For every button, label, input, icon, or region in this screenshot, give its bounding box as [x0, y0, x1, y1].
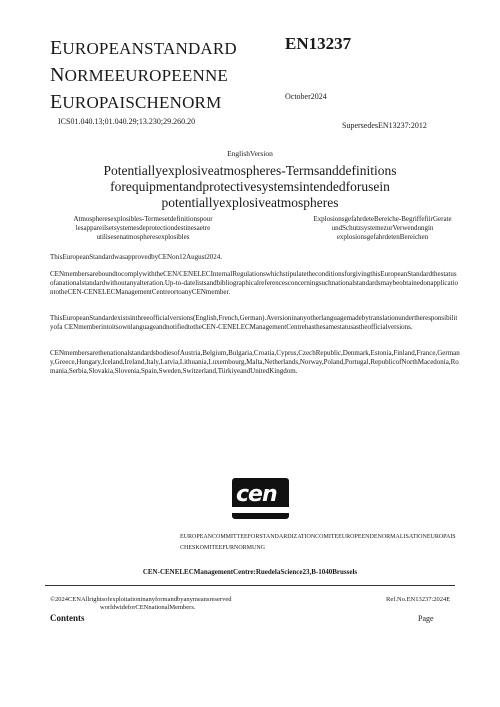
- standard-name-fr: NORMEEUROPEENNE: [50, 64, 229, 86]
- copyright-line: worldwideforCENnationalMembers.: [100, 604, 196, 611]
- title-line: forequipmentandprotectivesystemsintendedforusein: [110, 179, 390, 194]
- divider: [45, 585, 455, 586]
- german-title: [295, 215, 470, 242]
- ics-codes: ICS01.040.13;01.040.29;13.230;29.260.20: [58, 117, 196, 126]
- publication-date: October2024: [285, 92, 327, 101]
- version-label: EnglishVersion: [227, 149, 273, 158]
- german-title-line: undSchutzsystemezurVerwendungin: [331, 224, 434, 232]
- reference-number: Ref.No.EN13237:2024E: [386, 596, 451, 603]
- page-column-label: Page: [418, 614, 434, 623]
- committee-names: [180, 532, 470, 554]
- french-title: [58, 215, 228, 242]
- title-line: potentiallyexplosiveatmospheres: [161, 195, 339, 210]
- standard-names: [50, 35, 237, 116]
- french-title-line: Atmospheresexplosibles-Termesetdefinitionspour: [73, 215, 213, 223]
- copyright-notice: [50, 596, 330, 612]
- french-title-line: utilisesenatmospheresexplosibles: [96, 233, 190, 241]
- members-paragraph: CENmembersarethenationalstandardsbodiesofAustria,Belgium,Bulgaria,Croatia,Cyprus,CzechRepublic,Denmark,Estonia,Finland,France,Germany,Greece,Hungary,Iceland,Ireland,Italy,Latvia,Lithuania,Luxembourg,Malta,Netherlands,Norway,Poland,Portugal,RepublicofNorthMacedonia,Romania,Serbia,Slovakia,Slovenia,Spain,Sweden,Switzerland,TiirkiyeandUnitedKingdom.: [50, 349, 460, 375]
- cen-logo: [232, 478, 289, 519]
- cen-logo-swoosh: [232, 507, 289, 513]
- copyright-line: ©2024CENAllrightsofexploitationinanyformandbyanymeansreserved: [50, 596, 232, 603]
- contents-heading: Contents: [50, 613, 85, 623]
- document-title: [70, 163, 430, 211]
- standard-number: EN13237: [285, 34, 352, 53]
- supersedes-note: SupersedesEN13237:2012: [342, 121, 427, 130]
- german-title-line: explosionsgefahrdetenBereichen: [336, 233, 429, 241]
- cen-logo-text: cen: [236, 482, 277, 507]
- standard-name-en: EUROPEANSTANDARD: [50, 37, 237, 59]
- management-centre-address: CEN-CENELECManagementCentre:RuedelaScience23,B-1040Brussels: [142, 568, 358, 576]
- standard-name-de: EUROPAISCHENORM: [50, 91, 222, 113]
- german-title-line: ExplosionsgefahrdeteBereiche-BegriffefiirGerate: [313, 215, 452, 223]
- committee-line: EUROPEANCOMMITTEEFORSTANDARDIZATIONCOMITEEUROPEENDENORMALISATIONEUROPAIS: [180, 534, 456, 540]
- approval-paragraph: ThisEuropeanStandardwasapprovedbyCENon12August2024.: [50, 253, 223, 261]
- title-line: Potentiallyexplosiveatmospheres-Termsanddefinitions: [103, 163, 397, 178]
- french-title-line: lesappareilsetsystemesdeprotectiondestinesaetre: [75, 224, 211, 232]
- compliance-paragraph: CENmembersareboundtocomplywiththeCEN/CENELECInternalRegulationswhichstipulatetheconditionsforgivingthisEuropeanStandardthestatusofanationalstandardwithoutanyalteration.Up-to-datelistsandbibliographicalreferencesconcerningsuchnationalstandardsmaybeobtainedonapplicationtotheCEN-CENELECManagementCentreortoanyCENmember.: [50, 270, 458, 296]
- versions-paragraph: ThisEuropeanStandardexistsinthreeofficialversions(English,French,German).Aversioninanyotherlanguagemadebytranslationundertheresponsibilityofa CENmemberintoitsownlanguageandnotifiedtotheCEN-CENELECManagementCentrehasthesamestatusastheofficialversions.: [50, 314, 458, 331]
- committee-line: CHESKOMITEEFURNORMUNG: [180, 545, 266, 551]
